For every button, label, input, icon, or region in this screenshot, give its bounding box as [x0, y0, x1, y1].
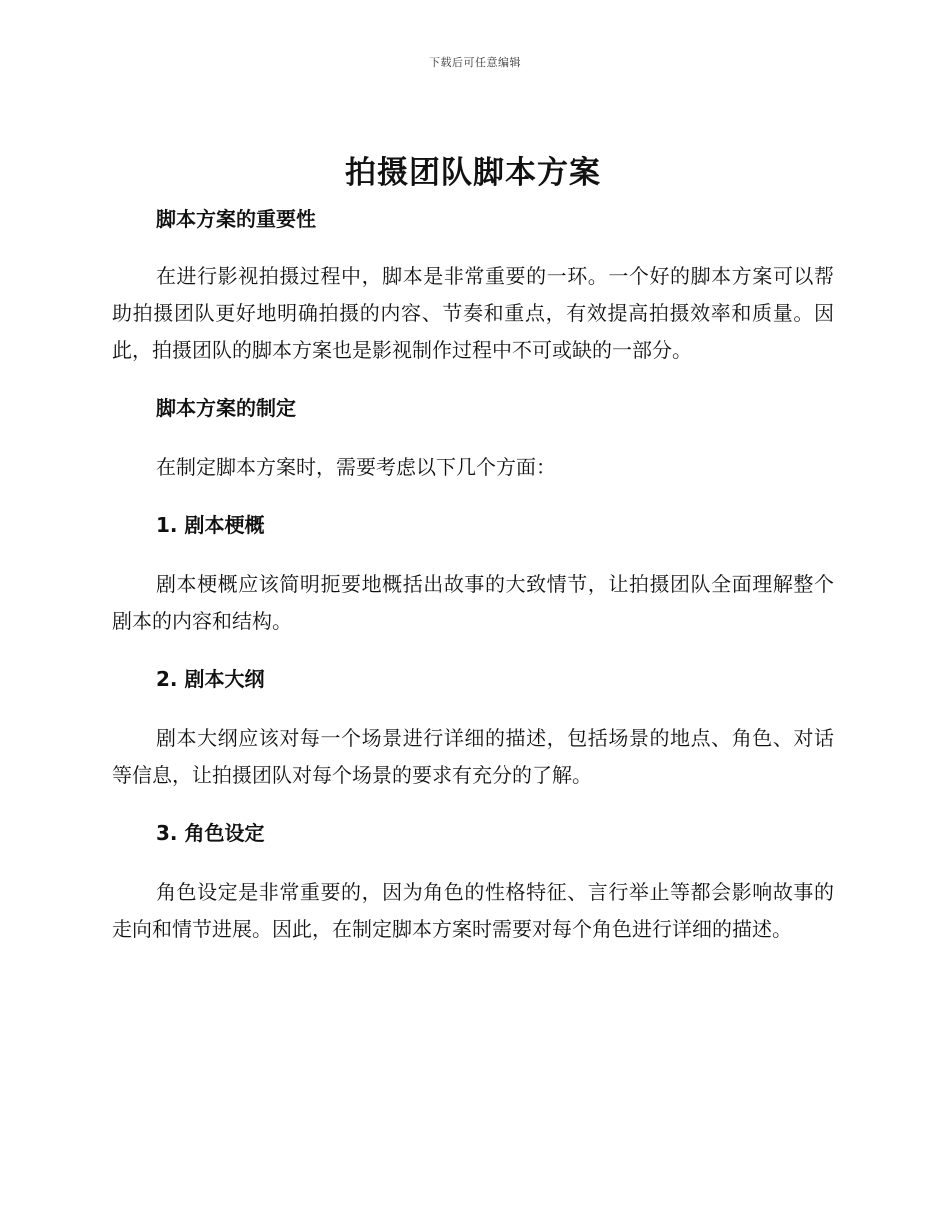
section-paragraph-importance: 在进行影视拍摄过程中，脚本是非常重要的一环。一个好的脚本方案可以帮助拍摄团队更好地明确拍摄的内容、节奏和重点，有效提高拍摄效率和质量。因此，拍摄团队的脚本方案也是影视制作过程中不可或缺的一部分。: [112, 264, 834, 362]
section-heading-importance: 脚本方案的重要性: [156, 207, 316, 231]
section-paragraph-characters: 角色设定是非常重要的，因为角色的性格特征、言行举止等都会影响故事的走向和情节进展。因此，在制定脚本方案时需要对每个角色进行详细的描述。: [112, 880, 834, 941]
document-body: [112, 150, 834, 948]
section-paragraph-synopsis: 剧本梗概应该简明扼要地概括出故事的大致情节，让拍摄团队全面理解整个剧本的内容和结构。: [112, 572, 834, 633]
section-paragraph-outline: 剧本大纲应该对每一个场景进行详细的描述，包括场景的地点、角色、对话等信息，让拍摄团队对每个场景的要求有充分的了解。: [112, 726, 834, 787]
page-header-note: 下载后可任意编辑: [429, 56, 521, 69]
section-heading-characters: 3. 角色设定: [156, 821, 265, 845]
section-heading-synopsis: 1. 剧本梗概: [156, 513, 265, 537]
section-heading-outline: 2. 剧本大纲: [156, 667, 265, 691]
section-heading-formulation: 脚本方案的制定: [156, 396, 296, 420]
section-paragraph-formulation: 在制定脚本方案时，需要考虑以下几个方面：: [156, 455, 556, 479]
document-title: 拍摄团队脚本方案: [345, 155, 601, 191]
